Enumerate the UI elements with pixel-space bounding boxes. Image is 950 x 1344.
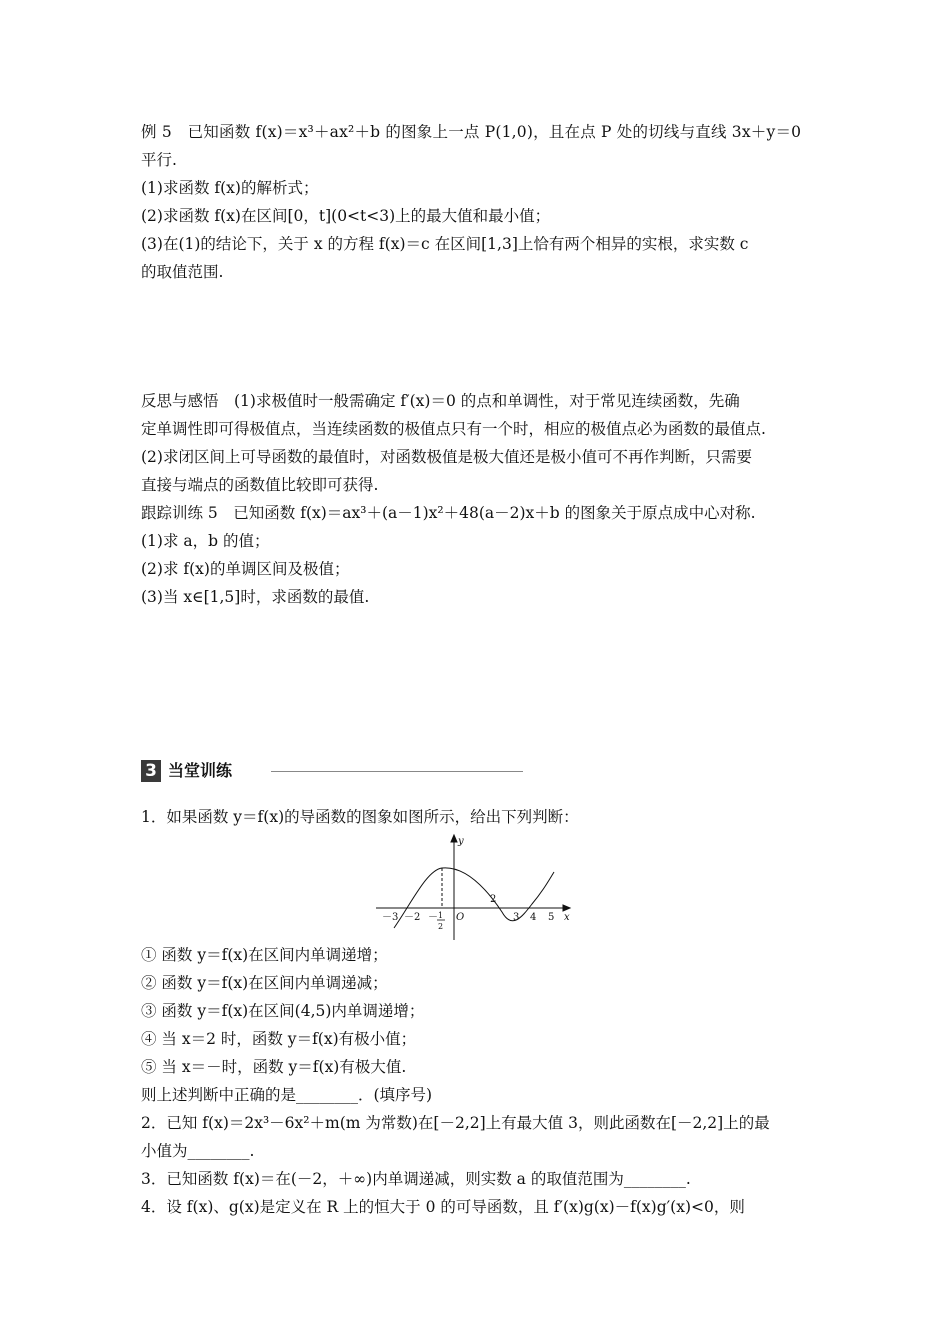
tick-minus-half-sign: －: [428, 912, 438, 923]
y-axis-arrow: [451, 835, 457, 842]
reflection-line-2: 定单调性即可得极值点，当连续函数的极值点只有一个时，相应的极值点必为函数的最值点.: [141, 420, 766, 438]
reflection-line-4: 直接与端点的函数值比较即可获得.: [141, 476, 379, 494]
exercise-1-statement-5: ⑤ 当 x＝－时，函数 y＝f(x)有极大值.: [141, 1058, 407, 1076]
reflection-line-3: (2)求闭区间上可导函数的最值时，对函数极值是极大值还是极小值可不再作判断，只需要: [141, 448, 752, 466]
example-5-question-2: (2)求函数 f(x)在区间[0，t](0<t<3)上的最大值和最小值；: [141, 207, 551, 225]
exercise-1-statement-4: ④ 当 x＝2 时，函数 y＝f(x)有极小值；: [141, 1030, 417, 1048]
exercise-1-stem: 1．如果函数 y＝f(x)的导函数的图象如图所示，给出下列判断：: [141, 808, 579, 826]
practice-5-question-2: (2)求 f(x)的单调区间及极值；: [141, 560, 350, 578]
section-title: 当堂训练: [168, 761, 233, 780]
section-divider: [271, 771, 523, 772]
example-5-line-2: 平行.: [141, 151, 177, 169]
tick-3: 3: [513, 912, 520, 923]
label-2: 2: [490, 894, 497, 905]
tick-5: 5: [548, 912, 555, 923]
exercise-2-line-2: 小值为________.: [141, 1142, 255, 1160]
exercise-1-statement-2: ② 函数 y＝f(x)在区间内单调递减；: [141, 974, 388, 992]
example-5-line-1: 例 5 已知函数 f(x)＝x³＋ax²＋b 的图象上一点 P(1,0)，且在点 P 处的切线与直线 3x＋y＝0: [141, 123, 802, 141]
practice-5-question-1: (1)求 a，b 的值；: [141, 532, 270, 550]
section-number: 3: [141, 760, 161, 782]
derivative-graph: [372, 832, 577, 942]
example-5-question-3-line-2: 的取值范围.: [141, 263, 224, 281]
practice-5-question-3: (3)当 x∈[1,5]时，求函数的最值.: [141, 588, 370, 606]
tick-half-numerator: 1: [438, 911, 444, 920]
exercise-2-line-1: 2．已知 f(x)＝2x³－6x²＋m(m 为常数)在[－2,2]上有最大值 3，则此函数在[－2,2]上的最: [141, 1114, 770, 1132]
x-axis-arrow: [563, 905, 570, 911]
exercise-1-question: 则上述判断中正确的是________．(填序号): [141, 1086, 433, 1104]
practice-5-line-1: 跟踪训练 5 已知函数 f(x)＝ax³＋(a－1)x²＋48(a－2)x＋b 的图象关于原点成中心对称.: [141, 504, 756, 522]
exercise-1-statement-1: ① 函数 y＝f(x)在区间内单调递增；: [141, 946, 388, 964]
tick-minus-2: －2: [404, 912, 421, 923]
tick-half-denominator: 2: [438, 922, 444, 931]
exercise-3: 3．已知函数 f(x)＝在(－2，＋∞)内单调递减，则实数 a 的取值范围为________.: [141, 1170, 691, 1188]
exercise-1-statement-3: ③ 函数 y＝f(x)在区间(4,5)内单调递增；: [141, 1002, 425, 1020]
x-axis-label: x: [564, 912, 570, 923]
exercise-4-line-1: 4．设 f(x)、g(x)是定义在 R 上的恒大于 0 的可导函数，且 f′(x)g(x)－f(x)g′(x)<0，则: [141, 1198, 745, 1216]
example-5-question-1: (1)求函数 f(x)的解析式；: [141, 179, 319, 197]
tick-minus-3: －3: [382, 912, 399, 923]
example-5-question-3-line-1: (3)在(1)的结论下，关于 x 的方程 f(x)＝c 在区间[1,3]上恰有两个相异的实根，求实数 c: [141, 235, 749, 253]
reflection-line-1: 反思与感悟 (1)求极值时一般需确定 f′(x)＝0 的点和单调性，对于常见连续函数，先确: [141, 392, 740, 410]
tick-4: 4: [530, 912, 537, 923]
y-axis-label: y: [458, 836, 464, 847]
section-header: [141, 760, 523, 782]
origin-label: O: [456, 912, 465, 923]
